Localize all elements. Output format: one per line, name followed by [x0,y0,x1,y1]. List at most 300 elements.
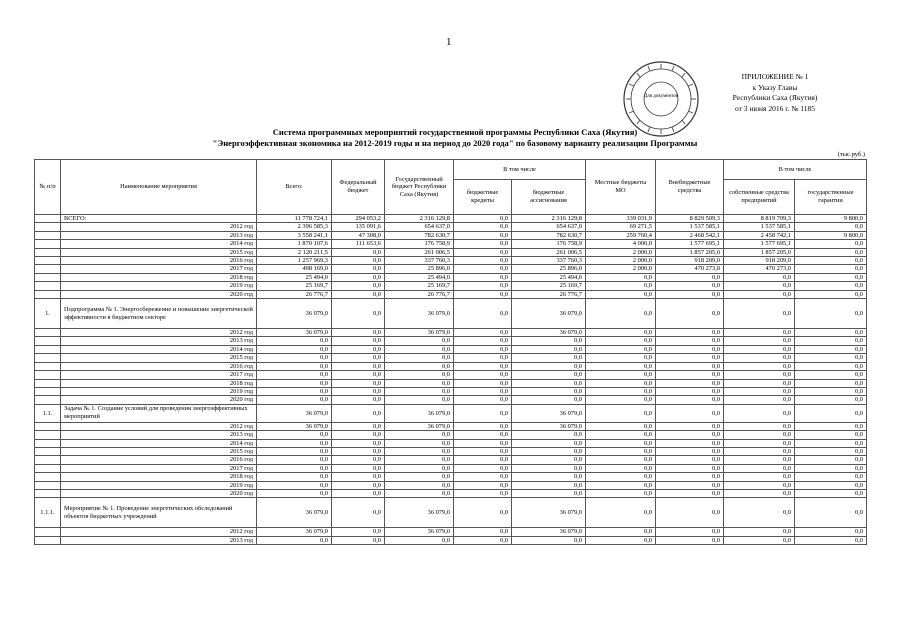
row-value: 25 494,0 [385,273,454,281]
row-value: 0,0 [454,456,512,464]
row-year: 2016 год [61,456,257,464]
row-value: 25 169,7 [257,282,332,290]
row-number [35,354,61,362]
row-name: Мероприятие № 1. Проведение энергетических обследований объектов бюджетных учреждений [61,498,257,528]
row-value: 0,0 [586,329,656,337]
row-value: 1 577 695,1 [724,240,795,248]
row-value: 0,0 [454,329,512,337]
table-row [35,273,867,281]
row-year: 2017 год [61,464,257,472]
table-row [35,345,867,353]
table-row [35,223,867,231]
row-value: 0,0 [724,387,795,395]
row-value: 0,0 [454,464,512,472]
row-year: 2015 год [61,447,257,455]
row-value: 0,0 [656,345,724,353]
row-value: 26 776,7 [257,290,332,298]
header-total: Всего: [257,160,332,215]
row-value: 0,0 [724,447,795,455]
row-number [35,265,61,273]
row-value: 0,0 [257,387,332,395]
row-value: 0,0 [512,379,586,387]
row-value: 0,0 [512,354,586,362]
row-name: ВСЕГО: [61,215,257,223]
row-value: 36 079,0 [385,422,454,430]
row-value: 2 000,0 [586,248,656,256]
title-line-2: "Энергоэффективная экономика на 2012-2019 годы и на период до 2020 года" по базовому варианту реализации Программы [212,138,698,148]
row-value: 0,0 [512,481,586,489]
row-value: 36 079,0 [512,528,586,536]
row-number [35,528,61,536]
row-value: 0,0 [454,345,512,353]
row-value: 0,0 [454,362,512,370]
header-including-1: В том числе [454,160,586,180]
row-value: 0,0 [512,464,586,472]
row-value: 176 758,9 [512,240,586,248]
row-value: 0,0 [656,387,724,395]
row-value: 0,0 [454,282,512,290]
header-local-budgets: Местные бюджеты МО [586,160,656,215]
row-value: 0,0 [586,345,656,353]
row-value: 1 870 107,6 [257,240,332,248]
row-value: 0,0 [454,379,512,387]
row-value: 0,0 [656,290,724,298]
row-value: 36 079,0 [385,498,454,528]
row-number [35,536,61,544]
row-value: 0,0 [656,282,724,290]
row-value: 0,0 [795,240,867,248]
table-row [35,456,867,464]
row-value: 2 396 585,3 [257,223,332,231]
row-value: 0,0 [795,481,867,489]
row-value: 47 308,0 [332,231,385,239]
row-value: 0,0 [795,362,867,370]
row-value: 0,0 [332,528,385,536]
row-value: 2 316 129,8 [512,215,586,223]
table-row [35,439,867,447]
table-row [35,536,867,544]
row-value: 0,0 [257,536,332,544]
row-value: 0,0 [795,257,867,265]
row-number [35,489,61,497]
row-value: 0,0 [656,299,724,329]
row-number [35,481,61,489]
row-year: 2019 год [61,387,257,395]
row-value: 8 819 709,3 [724,215,795,223]
row-value: 0,0 [586,299,656,329]
row-value: 0,0 [332,371,385,379]
row-value: 0,0 [656,422,724,430]
row-value: 26 776,7 [512,290,586,298]
row-number [35,447,61,455]
row-value: 0,0 [257,371,332,379]
row-year: 2013 год [61,231,257,239]
row-value: 0,0 [795,422,867,430]
row-year: 2014 год [61,345,257,353]
row-year: 2017 год [61,371,257,379]
table-row [35,447,867,455]
row-value: 0,0 [257,354,332,362]
row-value: 0,0 [724,456,795,464]
row-year: 2016 год [61,362,257,370]
row-value: 9 800,0 [795,215,867,223]
row-value: 918 209,0 [724,257,795,265]
row-number: 1.1. [35,404,61,422]
row-value: 25 494,0 [512,273,586,281]
table-row [35,528,867,536]
table-row [35,329,867,337]
row-value: 0,0 [512,536,586,544]
row-value: 0,0 [795,248,867,256]
row-value: 36 079,0 [385,299,454,329]
row-value: 9 800,0 [795,231,867,239]
row-value: 0,0 [257,456,332,464]
row-value: 0,0 [724,422,795,430]
header-federal-budget: Федеральный бюджет [332,160,385,215]
row-value: 0,0 [454,299,512,329]
row-value: 0,0 [385,354,454,362]
row-value: 337 760,3 [512,257,586,265]
row-year: 2018 год [61,473,257,481]
row-value: 0,0 [795,345,867,353]
row-value: 470 273,0 [656,265,724,273]
row-value: 0,0 [257,489,332,497]
table-row [35,404,867,422]
row-number [35,456,61,464]
row-value: 0,0 [454,265,512,273]
row-value: 0,0 [385,337,454,345]
row-value: 0,0 [586,464,656,472]
row-value: 0,0 [795,447,867,455]
appendix-line: Республики Саха (Якутия) [732,93,818,102]
row-value: 782 630,7 [512,231,586,239]
row-value: 36 079,0 [257,528,332,536]
table-row [35,354,867,362]
row-value: 0,0 [656,396,724,404]
row-value: 0,0 [385,481,454,489]
row-value: 498 169,0 [257,265,332,273]
table-row [35,248,867,256]
row-value: 25 169,7 [385,282,454,290]
row-value: 4 000,0 [586,240,656,248]
row-value: 294 053,2 [332,215,385,223]
row-value: 0,0 [656,464,724,472]
row-value: 0,0 [332,404,385,422]
row-value: 0,0 [795,223,867,231]
row-value: 0,0 [724,404,795,422]
row-value: 0,0 [332,273,385,281]
row-value: 0,0 [332,456,385,464]
row-value: 0,0 [586,489,656,497]
row-value: 0,0 [724,481,795,489]
row-value: 36 079,0 [512,404,586,422]
row-value: 0,0 [332,536,385,544]
row-year: 2020 год [61,489,257,497]
table-row [35,473,867,481]
row-value: 2 458 742,1 [724,231,795,239]
table-row [35,240,867,248]
row-value: 0,0 [332,362,385,370]
row-value: 0,0 [795,379,867,387]
row-value: 0,0 [332,422,385,430]
program-activities-table [34,159,867,545]
row-value: 0,0 [454,447,512,455]
row-value: 0,0 [385,536,454,544]
row-value: 0,0 [656,431,724,439]
row-year: 2018 год [61,273,257,281]
row-value: 0,0 [454,371,512,379]
row-value: 0,0 [454,337,512,345]
row-value: 0,0 [724,273,795,281]
table-row [35,265,867,273]
row-value: 339 031,9 [586,215,656,223]
row-value: 0,0 [586,536,656,544]
row-value: 0,0 [586,337,656,345]
header-no: № п/п [35,160,61,215]
row-value: 0,0 [257,439,332,447]
row-number [35,345,61,353]
row-value: 0,0 [332,431,385,439]
row-year: 2012 год [61,223,257,231]
row-value: 0,0 [724,371,795,379]
table-row [35,481,867,489]
row-value: 0,0 [724,290,795,298]
row-year: 2013 год [61,536,257,544]
row-value: 0,0 [332,489,385,497]
row-value: 0,0 [586,354,656,362]
row-value: 0,0 [454,215,512,223]
row-year: 2014 год [61,240,257,248]
row-value: 0,0 [586,481,656,489]
row-value: 0,0 [454,498,512,528]
row-value: 0,0 [332,345,385,353]
row-number [35,248,61,256]
row-value: 0,0 [454,248,512,256]
row-value: 0,0 [586,379,656,387]
row-number [35,240,61,248]
row-value: 0,0 [724,345,795,353]
table-row [35,257,867,265]
row-value: 0,0 [586,404,656,422]
row-value: 0,0 [724,379,795,387]
row-year: 2013 год [61,337,257,345]
row-year: 2020 год [61,396,257,404]
row-value: 25 169,7 [512,282,586,290]
row-value: 25 896,0 [385,265,454,273]
row-value: 0,0 [724,498,795,528]
table-row [35,282,867,290]
row-value: 36 079,0 [257,299,332,329]
row-value: 0,0 [586,456,656,464]
table-row [35,498,867,528]
row-value: 0,0 [454,404,512,422]
table-row [35,231,867,239]
header-state-budget: Государственный бюджет Республики Саха (Якутия) [385,160,454,215]
table-row [35,215,867,223]
row-number [35,379,61,387]
row-value: 0,0 [795,473,867,481]
row-value: 0,0 [385,431,454,439]
row-value: 0,0 [586,282,656,290]
row-value: 0,0 [795,528,867,536]
row-value: 0,0 [385,396,454,404]
row-value: 0,0 [332,396,385,404]
row-value: 0,0 [512,362,586,370]
row-value: 0,0 [512,439,586,447]
row-value: 0,0 [724,329,795,337]
appendix-note [700,72,850,114]
row-number [35,273,61,281]
row-value: 0,0 [512,473,586,481]
row-value: 8 829 509,3 [656,215,724,223]
appendix-line: к Указу Главы [752,82,798,92]
table-row [35,387,867,395]
row-value: 0,0 [656,379,724,387]
row-value: 0,0 [724,439,795,447]
row-value: 0,0 [454,439,512,447]
row-value: 0,0 [795,290,867,298]
row-value: 0,0 [512,337,586,345]
row-value: 36 079,0 [257,329,332,337]
row-value: 0,0 [332,354,385,362]
row-number [35,422,61,430]
row-value: 0,0 [257,337,332,345]
row-value: 0,0 [332,290,385,298]
row-value: 1 857 205,0 [656,248,724,256]
row-value: 0,0 [656,371,724,379]
row-value: 0,0 [795,371,867,379]
row-number [35,215,61,223]
row-number [35,337,61,345]
row-value: 0,0 [795,354,867,362]
header-including-2: В том числе [724,160,867,180]
row-value: 0,0 [385,387,454,395]
row-value: 0,0 [724,464,795,472]
header-state-guarantees: государственные гарантии [795,180,867,215]
row-value: 0,0 [656,473,724,481]
row-value: 0,0 [454,273,512,281]
row-value: 36 079,0 [257,404,332,422]
row-value: 0,0 [454,481,512,489]
document-title [60,127,850,149]
row-name: Задача № 1. Создание условий для проведения энергоэффективных мероприятий [61,404,257,422]
row-value: 0,0 [332,447,385,455]
row-value: 0,0 [385,489,454,497]
row-value: 1 537 585,1 [656,223,724,231]
header-off-budget: Внебюджетные средства [656,160,724,215]
row-value: 0,0 [512,431,586,439]
table-row [35,431,867,439]
row-value: 2 120 211,5 [257,248,332,256]
row-value: 0,0 [257,481,332,489]
row-value: 25 896,0 [512,265,586,273]
row-value: 0,0 [586,273,656,281]
row-number [35,257,61,265]
stamp-text: Для документов [643,94,679,99]
row-value: 0,0 [795,456,867,464]
row-value: 918 209,0 [656,257,724,265]
row-value: 0,0 [656,447,724,455]
title-line-1: Система программных мероприятий государственной программы Республики Саха (Якутия) [272,127,638,137]
row-year: 2014 год [61,439,257,447]
appendix-line: от 3 июня 2016 г. № 1185 [735,103,815,113]
row-year: 2017 год [61,265,257,273]
header-own-funds: собственные средства предприятий [724,180,795,215]
units-label: (тыс.руб.) [837,151,865,158]
row-value: 0,0 [454,489,512,497]
row-value: 0,0 [332,464,385,472]
row-value: 0,0 [586,439,656,447]
row-value: 0,0 [795,464,867,472]
row-value: 0,0 [332,337,385,345]
row-value: 0,0 [332,498,385,528]
row-number [35,290,61,298]
row-value: 135 091,6 [332,223,385,231]
row-value: 36 079,0 [512,498,586,528]
row-number [35,464,61,472]
row-value: 0,0 [512,371,586,379]
row-value: 782 630,7 [385,231,454,239]
row-value: 0,0 [795,337,867,345]
row-value: 0,0 [454,431,512,439]
row-value: 36 079,0 [257,498,332,528]
row-value: 0,0 [332,257,385,265]
row-value: 0,0 [795,498,867,528]
row-value: 36 079,0 [257,422,332,430]
row-year: 2012 год [61,422,257,430]
appendix-line: ПРИЛОЖЕНИЕ № 1 [741,72,809,81]
row-value: 0,0 [257,431,332,439]
row-value: 0,0 [795,273,867,281]
row-value: 654 637,0 [385,223,454,231]
row-value: 36 079,0 [512,329,586,337]
table-row [35,337,867,345]
row-value: 0,0 [656,528,724,536]
row-value: 0,0 [454,290,512,298]
row-value: 36 079,0 [385,329,454,337]
row-value: 26 776,7 [385,290,454,298]
table-row [35,464,867,472]
row-value: 0,0 [332,379,385,387]
row-value: 0,0 [656,456,724,464]
row-year: 2016 год [61,257,257,265]
row-value: 0,0 [454,387,512,395]
row-value: 0,0 [656,273,724,281]
table-body [35,215,867,545]
row-value: 0,0 [656,498,724,528]
row-value: 1 537 585,1 [724,223,795,231]
row-number [35,362,61,370]
row-value: 654 637,0 [512,223,586,231]
row-value: 2 000,0 [586,257,656,265]
row-value: 36 079,0 [385,528,454,536]
table-row [35,379,867,387]
row-value: 0,0 [656,404,724,422]
row-value: 0,0 [586,422,656,430]
row-number [35,387,61,395]
row-value: 2 000,0 [586,265,656,273]
row-value: 0,0 [454,223,512,231]
row-value: 0,0 [332,248,385,256]
header-budget-allocations: бюджетные ассигнования [512,180,586,215]
row-value: 0,0 [795,489,867,497]
row-year: 2018 год [61,379,257,387]
row-value: 0,0 [724,354,795,362]
row-value: 0,0 [795,439,867,447]
row-value: 0,0 [586,371,656,379]
row-value: 261 006,5 [385,248,454,256]
row-value: 0,0 [656,489,724,497]
